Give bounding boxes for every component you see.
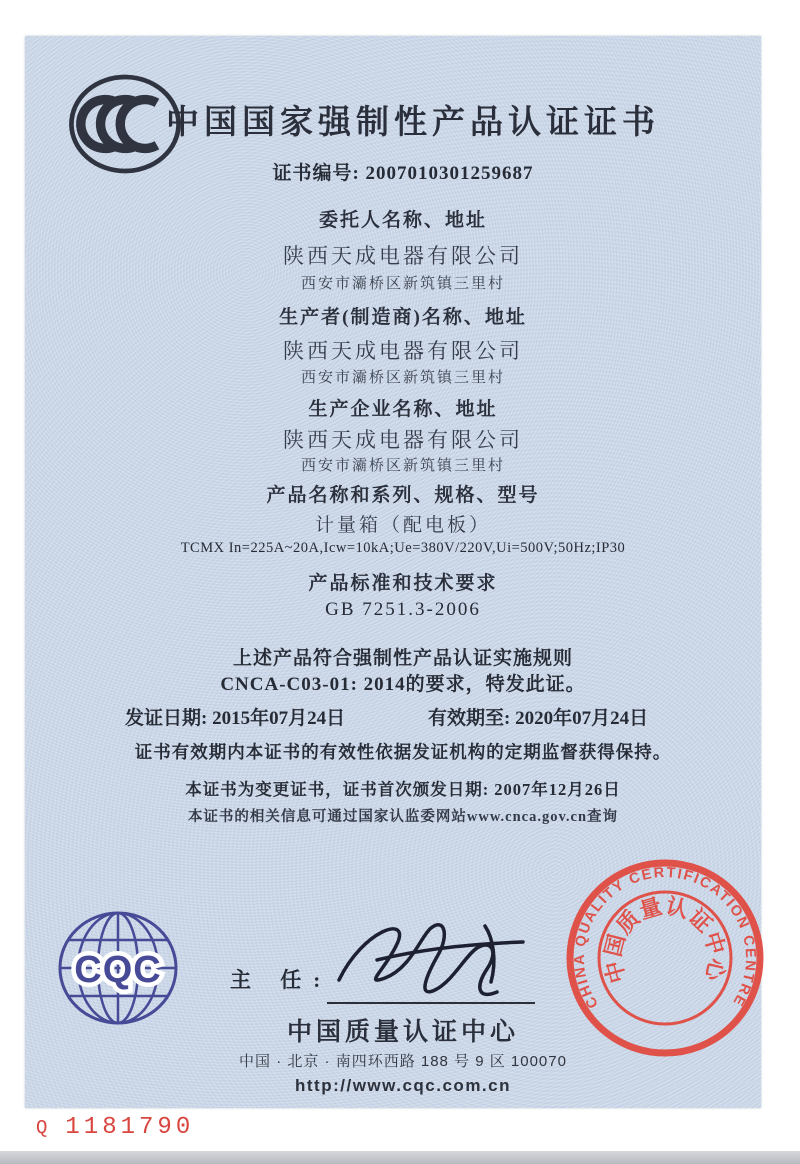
- issue-date-label: 发证日期:: [125, 708, 208, 729]
- product-name: 计量箱（配电板）: [314, 515, 491, 536]
- producer-name: 陕西天成电器有限公司: [283, 339, 523, 363]
- cqc-logo-text: CQC: [74, 949, 162, 991]
- signature-underline: [327, 1002, 535, 1004]
- director-signature: [325, 908, 535, 1008]
- organization-name: 中国质量认证中心: [286, 1019, 519, 1046]
- svg-text:中国质量认证中心: [600, 893, 730, 986]
- expiry-date-label: 有效期至:: [428, 708, 511, 729]
- stamp-outer-text: CHINA QUALITY CERTIFICATION CENTRE: [571, 864, 759, 1011]
- standard-label: 产品标准和技术要求: [308, 573, 498, 594]
- applicant-name: 陕西天成电器有限公司: [283, 244, 523, 268]
- applicant-label: 委托人名称、地址: [318, 210, 487, 231]
- certificate-paper: [25, 36, 761, 1108]
- statement-line2: CNCA-C03-01: 2014的要求，特发此证。: [220, 674, 586, 695]
- scan-edge-shadow: [0, 1151, 800, 1164]
- serial-number: [36, 1114, 194, 1141]
- statement-line1: 上述产品符合强制性产品认证实施规则: [232, 648, 573, 669]
- certificate-number: [45, 158, 761, 185]
- stamp-inner-text: 中国质量认证中心: [600, 893, 730, 986]
- product-label: 产品名称和系列、规格、型号: [266, 485, 540, 506]
- producer-label: 生产者(制造商)名称、地址: [279, 307, 527, 328]
- applicant-address: 西安市灞桥区新筑镇三里村: [300, 276, 505, 292]
- organization-address: 中国 · 北京 · 南四环西路 188 号 9 区 100070: [239, 1053, 567, 1070]
- website-url: http://www.cqc.com.cn: [295, 1076, 511, 1095]
- info-note: 本证书的相关信息可通过国家认监委网站www.cnca.gov.cn查询: [187, 809, 619, 825]
- expiry-date: [428, 703, 648, 730]
- certificate-title: 中国国家强制性产品认证证书: [166, 105, 660, 141]
- serial-digits: 1181790: [65, 1114, 195, 1141]
- factory-label: 生产企业名称、地址: [308, 399, 498, 420]
- product-spec: TCMX In=225A~20A,Icw=10kA;Ue=380V/220V,Ui=500V;50Hz;IP30: [180, 540, 626, 556]
- certificate-number-value: 2007010301259687: [365, 163, 534, 184]
- serial-prefix: Q: [36, 1117, 52, 1139]
- standard-value: GB 7251.3-2006: [325, 599, 481, 620]
- issue-date-value: 2015年07月24日: [212, 708, 346, 729]
- producer-address: 西安市灞桥区新筑镇三里村: [300, 370, 505, 386]
- change-note: 本证书为变更证书，证书首次颁发日期: 2007年12月26日: [185, 780, 621, 799]
- certificate-number-label: 证书编号:: [272, 163, 360, 184]
- director-label: 主 任:: [230, 968, 333, 992]
- factory-name: 陕西天成电器有限公司: [283, 428, 523, 452]
- expiry-date-value: 2020年07月24日: [515, 708, 649, 729]
- factory-address: 西安市灞桥区新筑镇三里村: [300, 458, 505, 474]
- red-seal-stamp: [555, 848, 775, 1068]
- issue-date: [125, 703, 345, 730]
- validity-note: 证书有效期内本证书的有效性依据发证机构的定期监督获得保持。: [134, 742, 672, 762]
